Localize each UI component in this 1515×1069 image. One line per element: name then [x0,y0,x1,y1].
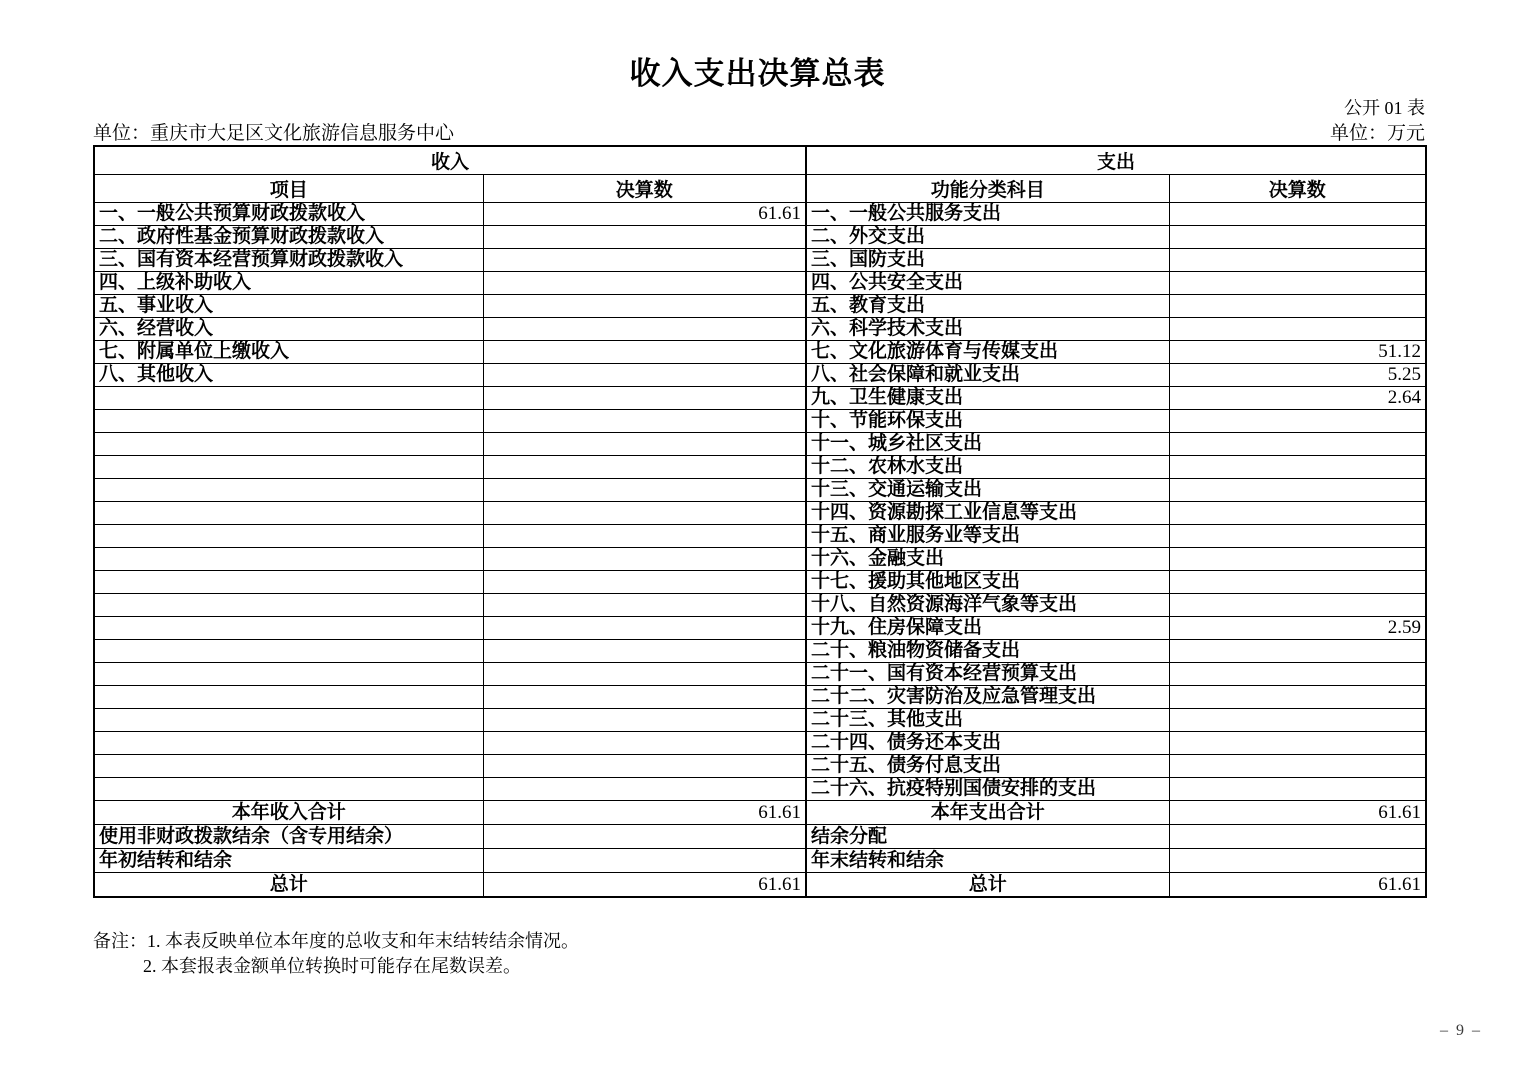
notes [93,929,579,979]
expense-item-cell: 十九、住房保障支出 [806,617,1169,640]
income-item-cell: 二、政府性基金预算财政拨款收入 [94,226,483,249]
expense-item-cell: 十四、资源勘探工业信息等支出 [806,502,1169,525]
expense-value-cell [1169,594,1426,617]
expense-value-cell [1169,732,1426,755]
expense-item-cell: 二十四、债务还本支出 [806,732,1169,755]
income-item-cell: 三、国有资本经营预算财政拨款收入 [94,249,483,272]
income-item-cell [94,778,483,801]
expense-value-cell [1169,456,1426,479]
income-value-cell [483,226,806,249]
expense-item-cell: 结余分配 [806,825,1169,849]
income-item-cell [94,548,483,571]
table-row [94,502,1426,525]
income-value-cell [483,502,806,525]
income-item-cell [94,617,483,640]
expense-value-cell [1169,249,1426,272]
table-row [94,203,1426,226]
table-row [94,410,1426,433]
income-section-header: 收入 [94,146,806,175]
income-value-cell [483,663,806,686]
expense-value-cell [1169,525,1426,548]
income-value-cell [483,709,806,732]
table-row [94,778,1426,801]
table-body [94,203,1426,898]
expense-value-cell [1169,709,1426,732]
table-row [94,801,1426,825]
expense-item-cell: 二十三、其他支出 [806,709,1169,732]
table-row [94,272,1426,295]
column-header-income-item: 项目 [94,175,483,203]
table-row [94,663,1426,686]
income-value-cell [483,295,806,318]
table-row [94,479,1426,502]
expense-value-cell [1169,226,1426,249]
expense-item-cell: 二十二、灾害防治及应急管理支出 [806,686,1169,709]
income-value-cell [483,456,806,479]
income-value-cell [483,755,806,778]
expense-item-cell: 本年支出合计 [806,801,1169,825]
income-item-cell [94,410,483,433]
page-title: 收入支出决算总表 [629,56,886,91]
expense-value-cell [1169,479,1426,502]
expense-value-cell [1169,778,1426,801]
expense-value-cell [1169,663,1426,686]
income-value-cell [483,732,806,755]
income-item-cell: 使用非财政拨款结余（含专用结余） [94,825,483,849]
expense-value-cell [1169,640,1426,663]
expense-item-cell: 十二、农林水支出 [806,456,1169,479]
summary-table [93,145,1427,898]
expense-item-cell: 十一、城乡社区支出 [806,433,1169,456]
income-value-cell: 61.61 [483,203,806,226]
income-item-cell [94,663,483,686]
income-item-cell: 本年收入合计 [94,801,483,825]
expense-value-cell [1169,825,1426,849]
table-row [94,849,1426,873]
table-row [94,341,1426,364]
table-row [94,594,1426,617]
income-item-cell [94,594,483,617]
table-row [94,873,1426,898]
expense-item-cell: 十三、交通运输支出 [806,479,1169,502]
table-row [94,755,1426,778]
income-value-cell [483,778,806,801]
income-item-cell: 四、上级补助收入 [94,272,483,295]
expense-item-cell: 十五、商业服务业等支出 [806,525,1169,548]
income-value-cell [483,272,806,295]
expense-item-cell: 二十五、债务付息支出 [806,755,1169,778]
expense-value-cell [1169,272,1426,295]
expense-value-cell [1169,849,1426,873]
income-item-cell: 八、其他收入 [94,364,483,387]
income-value-cell: 61.61 [483,873,806,898]
table-code-label: 公开 01 表 [1344,98,1425,118]
page-number: – 9 – [1440,1022,1482,1039]
expense-item-cell: 年末结转和结余 [806,849,1169,873]
income-value-cell [483,571,806,594]
expense-item-cell: 十、节能环保支出 [806,410,1169,433]
income-item-cell [94,640,483,663]
expense-item-cell: 总计 [806,873,1169,898]
table-row [94,249,1426,272]
expense-item-cell: 二、外交支出 [806,226,1169,249]
expense-value-cell: 5.25 [1169,364,1426,387]
expense-value-cell [1169,318,1426,341]
table-row [94,617,1426,640]
income-value-cell [483,640,806,663]
expense-item-cell: 二十、粮油物资储备支出 [806,640,1169,663]
income-value-cell [483,617,806,640]
expense-value-cell [1169,755,1426,778]
income-item-cell [94,456,483,479]
income-item-cell [94,755,483,778]
table-row [94,387,1426,410]
table-row [94,825,1426,849]
expense-value-cell: 2.64 [1169,387,1426,410]
expense-item-cell: 二十一、国有资本经营预算支出 [806,663,1169,686]
income-value-cell [483,548,806,571]
section-header-row [94,146,1426,175]
table-row [94,226,1426,249]
column-header-expense-value: 决算数 [1169,175,1426,203]
expense-value-cell [1169,433,1426,456]
table-row [94,732,1426,755]
note-line: 备注：1. 本表反映单位本年度的总收支和年末结转结余情况。 [93,931,579,951]
expense-item-cell: 九、卫生健康支出 [806,387,1169,410]
income-item-cell: 六、经营收入 [94,318,483,341]
income-value-cell [483,825,806,849]
expense-value-cell [1169,295,1426,318]
table-row [94,456,1426,479]
expense-item-cell: 二十六、抗疫特别国债安排的支出 [806,778,1169,801]
income-value-cell [483,341,806,364]
expense-item-cell: 四、公共安全支出 [806,272,1169,295]
income-item-cell: 七、附属单位上缴收入 [94,341,483,364]
income-value-cell [483,525,806,548]
income-value-cell [483,410,806,433]
table-row [94,433,1426,456]
column-header-income-value: 决算数 [483,175,806,203]
expense-value-cell: 2.59 [1169,617,1426,640]
income-value-cell [483,433,806,456]
expense-item-cell: 十七、援助其他地区支出 [806,571,1169,594]
expense-value-cell [1169,686,1426,709]
expense-item-cell: 三、国防支出 [806,249,1169,272]
table-row [94,364,1426,387]
expense-value-cell: 51.12 [1169,341,1426,364]
income-item-cell [94,686,483,709]
expense-value-cell [1169,410,1426,433]
expense-value-cell: 61.61 [1169,873,1426,898]
income-item-cell: 年初结转和结余 [94,849,483,873]
expense-value-cell: 61.61 [1169,801,1426,825]
income-value-cell [483,387,806,410]
expense-item-cell: 一、一般公共服务支出 [806,203,1169,226]
income-value-cell [483,849,806,873]
expense-item-cell: 五、教育支出 [806,295,1169,318]
table-row [94,709,1426,732]
income-item-cell [94,709,483,732]
income-item-cell [94,502,483,525]
table-row [94,686,1426,709]
expense-section-header: 支出 [806,146,1426,175]
income-item-cell [94,479,483,502]
income-item-cell [94,433,483,456]
income-item-cell [94,525,483,548]
income-value-cell [483,686,806,709]
income-value-cell [483,594,806,617]
table-row [94,318,1426,341]
expense-item-cell: 八、社会保障和就业支出 [806,364,1169,387]
income-value-cell [483,479,806,502]
expense-value-cell [1169,571,1426,594]
table-row [94,525,1426,548]
income-item-cell: 总计 [94,873,483,898]
income-item-cell [94,387,483,410]
unit-currency-label: 单位：万元 [1329,123,1425,144]
column-header-row [94,175,1426,203]
table-row [94,548,1426,571]
expense-value-cell [1169,548,1426,571]
expense-item-cell: 六、科学技术支出 [806,318,1169,341]
income-value-cell: 61.61 [483,801,806,825]
income-item-cell [94,732,483,755]
expense-value-cell [1169,502,1426,525]
income-value-cell [483,318,806,341]
income-value-cell [483,249,806,272]
expense-item-cell: 七、文化旅游体育与传媒支出 [806,341,1169,364]
table-row [94,295,1426,318]
unit-name-label: 单位：重庆市大足区文化旅游信息服务中心 [93,123,455,144]
table-row [94,571,1426,594]
table-row [94,640,1426,663]
expense-item-cell: 十八、自然资源海洋气象等支出 [806,594,1169,617]
income-item-cell [94,571,483,594]
expense-item-cell: 十六、金融支出 [806,548,1169,571]
income-value-cell [483,364,806,387]
income-item-cell: 一、一般公共预算财政拨款收入 [94,203,483,226]
income-item-cell: 五、事业收入 [94,295,483,318]
note-line: 2. 本套报表金额单位转换时可能存在尾数误差。 [143,956,521,976]
expense-value-cell [1169,203,1426,226]
column-header-expense-item: 功能分类科目 [806,175,1169,203]
